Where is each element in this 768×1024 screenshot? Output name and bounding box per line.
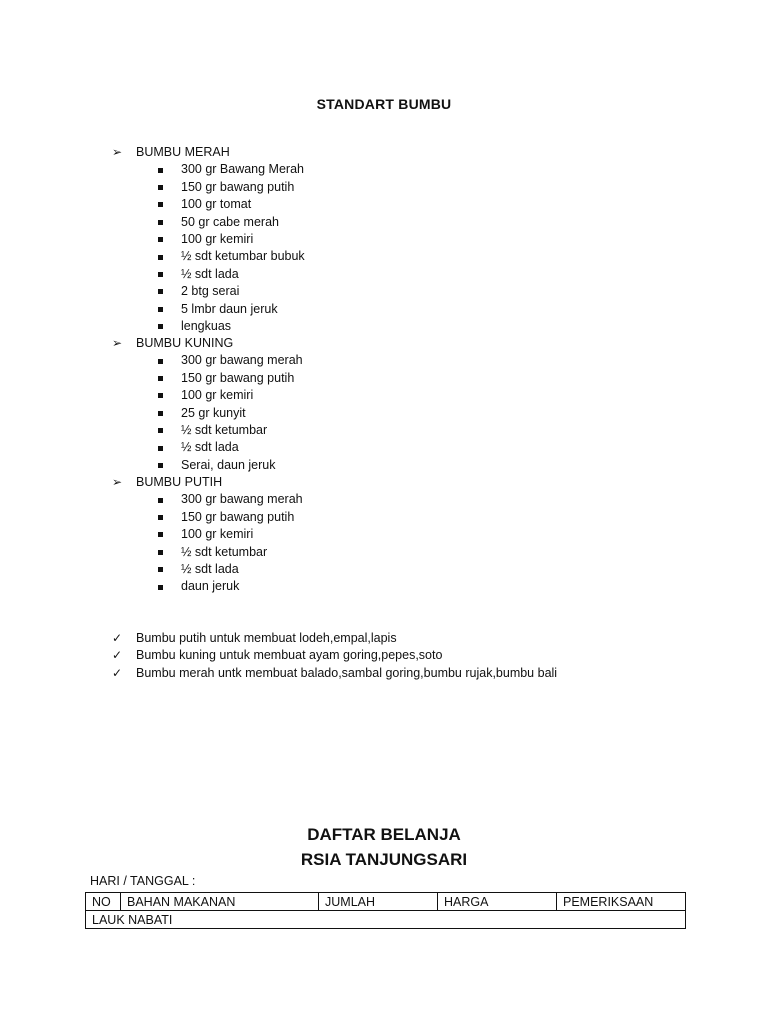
- list-item: [112, 630, 557, 647]
- arrow-bullet-icon: ➢: [112, 475, 123, 489]
- ingredient-text: 100 gr tomat: [181, 197, 252, 212]
- square-bullet-icon: [158, 550, 163, 555]
- list-item: [112, 578, 303, 595]
- list-item: [112, 665, 557, 682]
- square-bullet-icon: [158, 567, 163, 572]
- ingredient-text: ½ sdt ketumbar: [181, 422, 268, 437]
- square-bullet-icon: [158, 411, 163, 416]
- ingredient-list: [112, 491, 303, 595]
- ingredient-text: 150 gr bawang putih: [181, 179, 295, 194]
- square-bullet-icon: [158, 393, 163, 398]
- list-item: [112, 179, 305, 196]
- arrow-bullet-icon: ➢: [112, 145, 123, 159]
- list-item: [112, 526, 303, 543]
- ingredient-text: 50 gr cabe merah: [181, 214, 279, 229]
- section-label: BUMBU PUTIH: [136, 475, 223, 489]
- square-bullet-icon: [158, 324, 163, 329]
- section-heading: [112, 335, 303, 352]
- list-item: [112, 352, 303, 369]
- square-bullet-icon: [158, 515, 163, 520]
- ingredient-text: ½ sdt lada: [181, 266, 239, 281]
- list-item: [112, 422, 303, 439]
- section-label: BUMBU KUNING: [136, 336, 234, 350]
- table-row: [86, 911, 686, 929]
- list-item: [112, 318, 305, 335]
- ingredient-text: 300 gr bawang merah: [181, 492, 303, 507]
- arrow-bullet-icon: ➢: [112, 336, 123, 350]
- shopping-list-subtitle: RSIA TANJUNGSARI: [300, 850, 468, 869]
- ingredient-list: [112, 161, 305, 335]
- ingredient-text: 5 lmbr daun jeruk: [181, 301, 278, 316]
- square-bullet-icon: [158, 376, 163, 381]
- table-header-row: [86, 893, 686, 911]
- square-bullet-icon: [158, 202, 163, 207]
- ingredient-text: ½ sdt lada: [181, 561, 239, 576]
- list-item: [112, 283, 305, 300]
- category-row-label: LAUK NABATI: [86, 911, 686, 929]
- square-bullet-icon: [158, 255, 163, 260]
- list-item: [112, 647, 557, 664]
- list-item: [112, 439, 303, 456]
- square-bullet-icon: [158, 428, 163, 433]
- square-bullet-icon: [158, 220, 163, 225]
- list-item: [112, 491, 303, 508]
- list-item: [112, 231, 305, 248]
- column-header-no: NO: [86, 893, 121, 911]
- list-item: [112, 387, 303, 404]
- square-bullet-icon: [158, 463, 163, 468]
- list-item: [112, 457, 303, 474]
- list-item: [112, 301, 305, 318]
- checkmark-icon: ✓: [112, 631, 123, 645]
- page-title: STANDART BUMBU: [316, 96, 452, 112]
- square-bullet-icon: [158, 289, 163, 294]
- list-item: [112, 370, 303, 387]
- section-bumbu-putih: [112, 474, 303, 596]
- date-label: HARI / TANGGAL :: [90, 874, 196, 888]
- note-text: Bumbu putih untuk membuat lodeh,empal,lapis: [136, 631, 397, 645]
- checkmark-icon: ✓: [112, 648, 123, 663]
- ingredient-text: lengkuas: [181, 318, 232, 333]
- section-bumbu-kuning: [112, 335, 303, 474]
- ingredient-text: 100 gr kemiri: [181, 527, 254, 542]
- note-text: Bumbu merah untk membuat balado,sambal goring,bumbu rujak,bumbu bali: [136, 665, 558, 680]
- section-heading: [112, 144, 305, 161]
- ingredient-text: 300 gr Bawang Merah: [181, 162, 304, 177]
- column-header-pemeriksaan: PEMERIKSAAN: [557, 893, 686, 911]
- ingredient-text: 2 btg serai: [181, 284, 240, 299]
- ingredient-text: ½ sdt lada: [181, 440, 239, 455]
- ingredient-text: 300 gr bawang merah: [181, 353, 303, 368]
- section-label: BUMBU MERAH: [136, 145, 230, 159]
- ingredient-text: 100 gr kemiri: [181, 231, 254, 246]
- square-bullet-icon: [158, 168, 163, 173]
- checkmark-icon: ✓: [112, 665, 123, 680]
- ingredient-text: ½ sdt ketumbar bubuk: [181, 249, 305, 264]
- section-heading: [112, 474, 303, 491]
- note-text: Bumbu kuning untuk membuat ayam goring,pepes,soto: [136, 648, 443, 663]
- column-header-harga: HARGA: [438, 893, 557, 911]
- shopping-table: [85, 892, 686, 929]
- ingredient-text: 150 gr bawang putih: [181, 509, 295, 524]
- column-header-jumlah: JUMLAH: [319, 893, 438, 911]
- section-bumbu-merah: [112, 144, 305, 335]
- ingredient-text: 100 gr kemiri: [181, 388, 254, 403]
- square-bullet-icon: [158, 185, 163, 190]
- square-bullet-icon: [158, 307, 163, 312]
- ingredient-text: 150 gr bawang putih: [181, 370, 295, 385]
- usage-notes: [112, 630, 557, 682]
- ingredient-text: daun jeruk: [181, 579, 240, 594]
- square-bullet-icon: [158, 272, 163, 277]
- list-item: [112, 196, 305, 213]
- square-bullet-icon: [158, 359, 163, 364]
- list-item: [112, 266, 305, 283]
- column-header-bahan: BAHAN MAKANAN: [121, 893, 319, 911]
- list-item: [112, 248, 305, 265]
- square-bullet-icon: [158, 498, 163, 503]
- list-item: [112, 161, 305, 178]
- list-item: [112, 405, 303, 422]
- list-item: [112, 214, 305, 231]
- list-item: [112, 561, 303, 578]
- ingredient-text: Serai, daun jeruk: [181, 457, 276, 472]
- shopping-list-title: DAFTAR BELANJA: [307, 825, 461, 844]
- ingredient-text: ½ sdt ketumbar: [181, 544, 268, 559]
- square-bullet-icon: [158, 585, 163, 590]
- list-item: [112, 544, 303, 561]
- ingredient-list: [112, 352, 303, 474]
- square-bullet-icon: [158, 532, 163, 537]
- ingredient-text: 25 gr kunyit: [181, 405, 246, 420]
- square-bullet-icon: [158, 446, 163, 451]
- square-bullet-icon: [158, 237, 163, 242]
- list-item: [112, 509, 303, 526]
